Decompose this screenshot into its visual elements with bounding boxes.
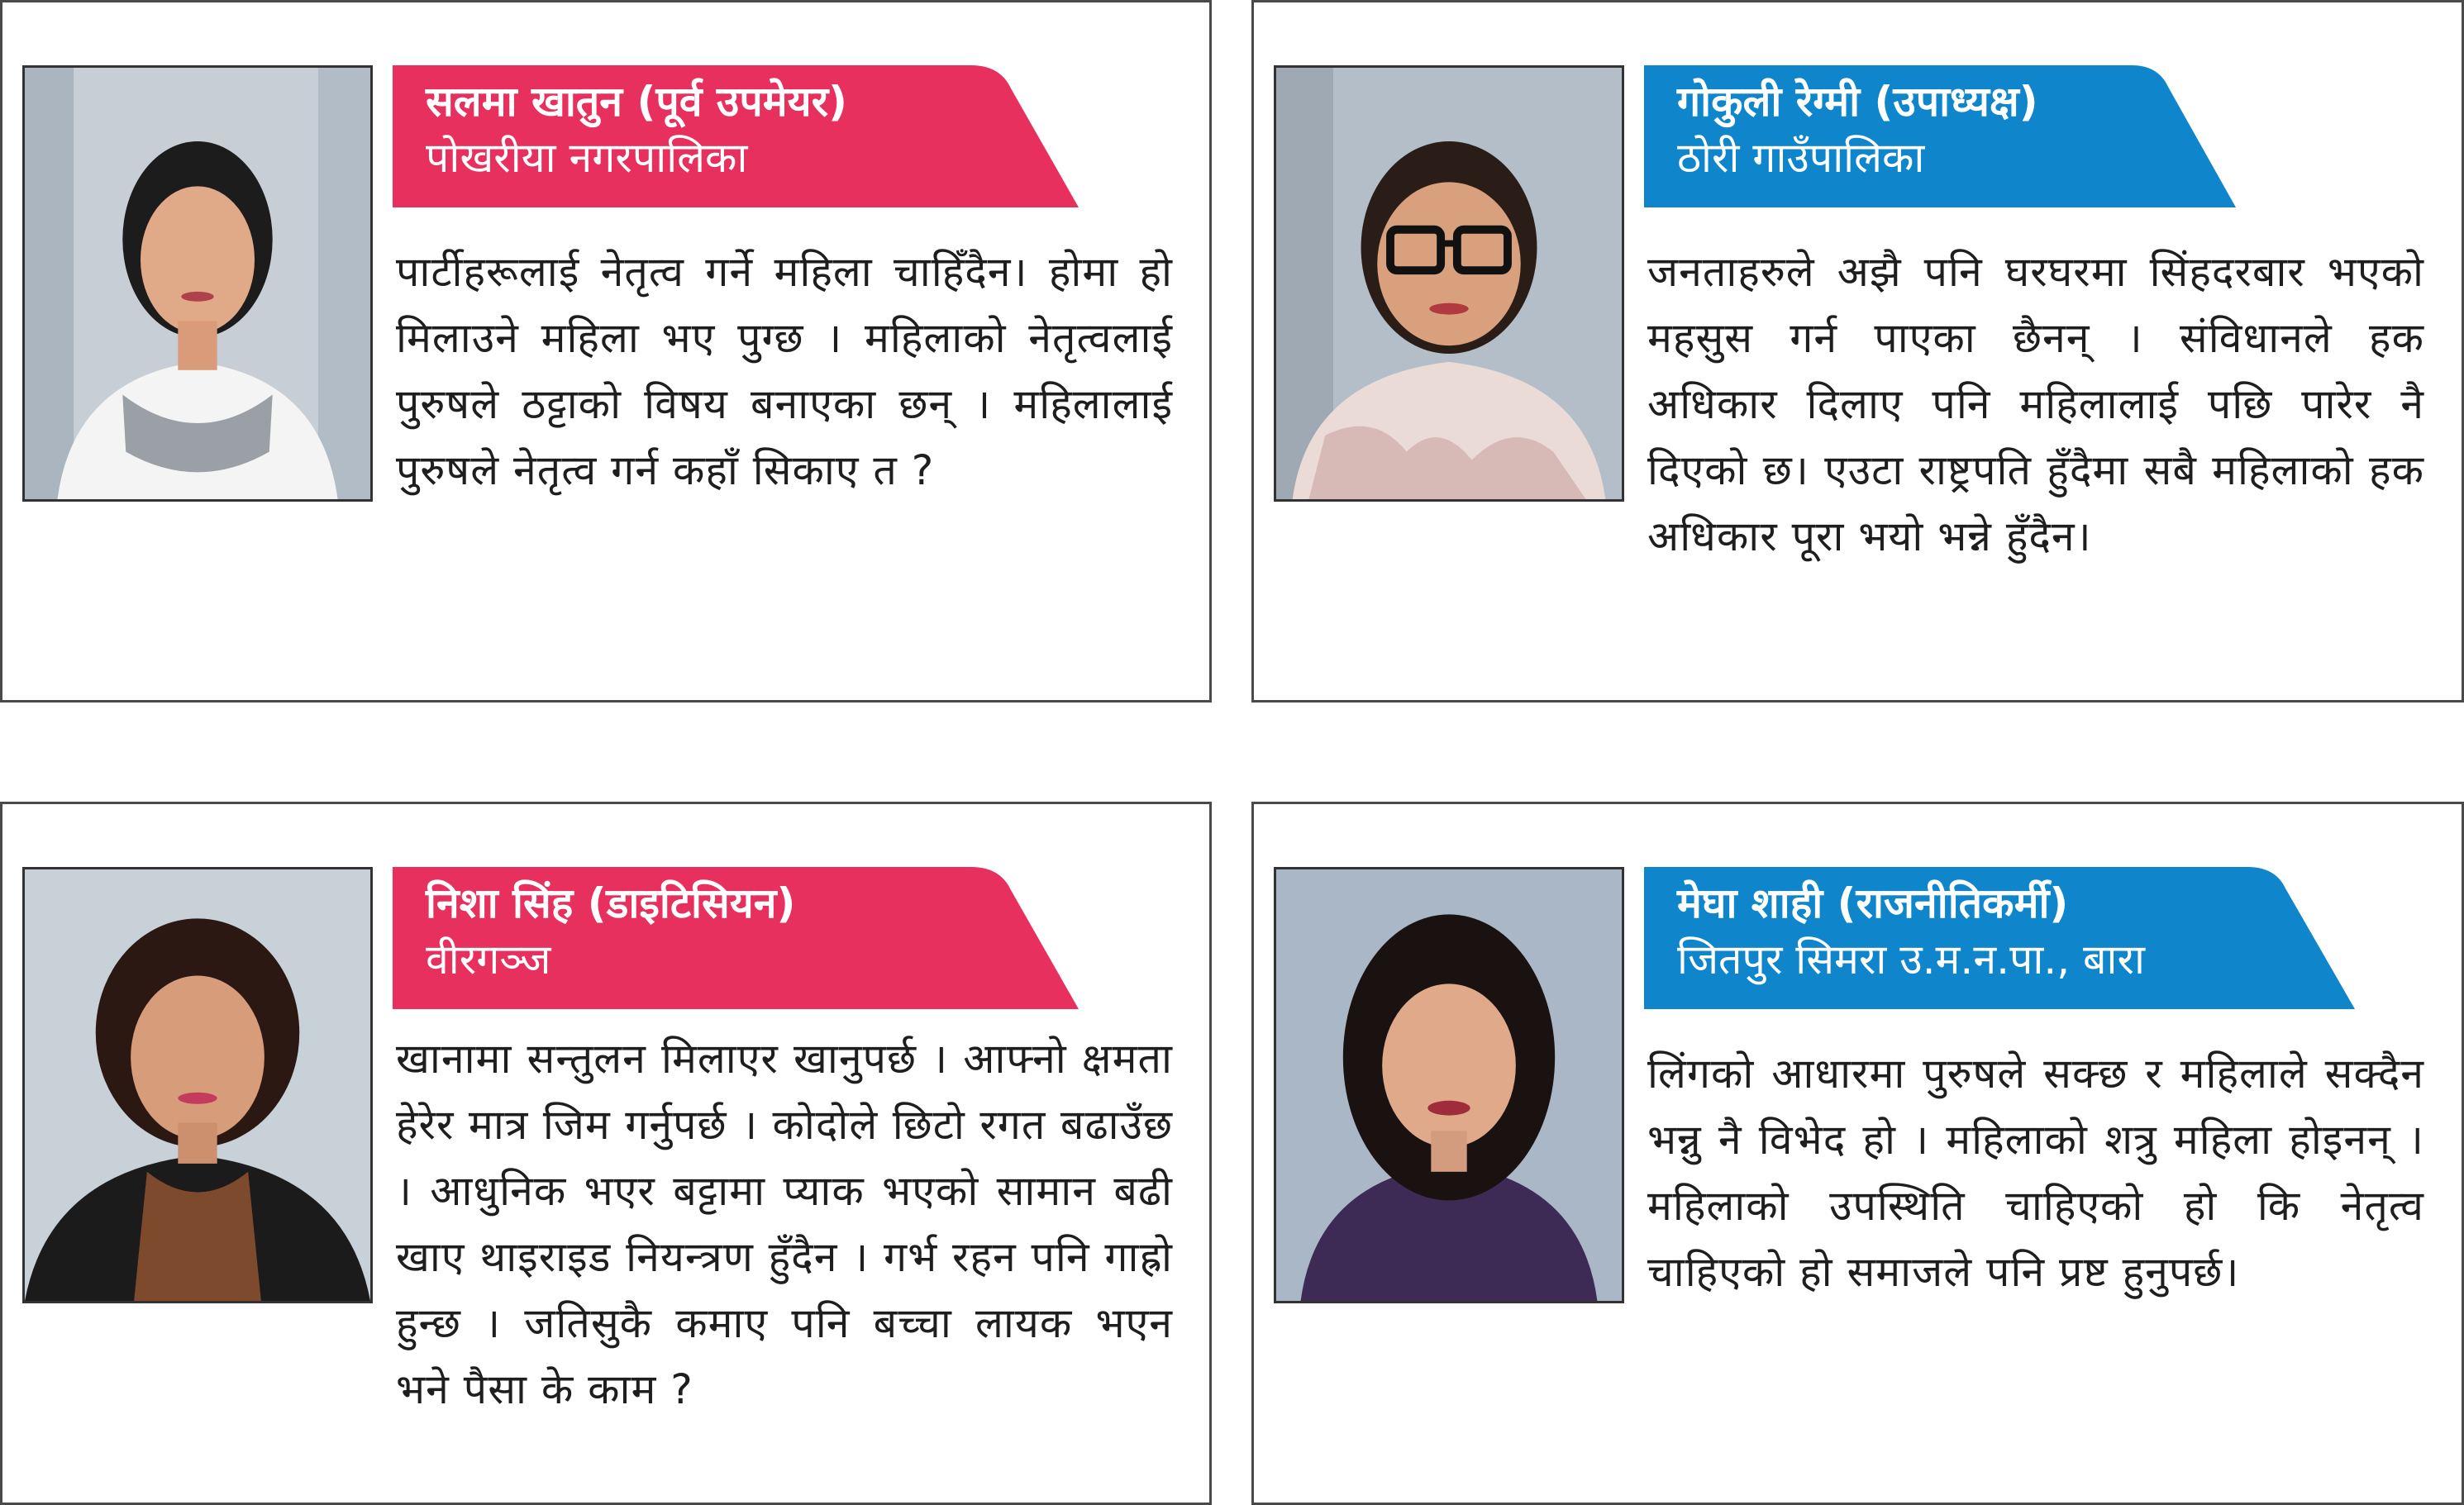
profile-card-gokuli xyxy=(1251,0,2464,702)
person-name: सलमा खातुन (पूर्व उपमेयर) xyxy=(426,78,847,126)
person-affiliation: ठोरी गाउँपालिका xyxy=(1677,134,1925,182)
profile-card-nisha xyxy=(0,802,1212,1505)
name-banner xyxy=(1644,65,2236,207)
portrait-photo xyxy=(22,867,373,1303)
quote-text: खानामा सन्तुलन मिलाएर खानुपर्छ । आफ्नो क्षमता हेरेर मात्र जिम गर्नुपर्छ । कोदोले छिटो रगत बढाउँछ । आधुनिक भएर बट्टामा प्याक भएको सामान बढी खाए थाइराइड नियन्त्रण हुँदैन । गर्भ रहन पनि गाह्रो हुन्छ । जतिसुकै कमाए पनि बच्चा लायक भएन भने पैसा के काम ? xyxy=(396,1035,1173,1413)
portrait-photo xyxy=(1274,867,1624,1303)
name-banner xyxy=(1644,867,2355,1009)
quote-text: जनताहरुले अझै पनि घरघरमा सिंहदरबार भएको महसुस गर्न पाएका छैनन् । संविधानले हक अधिकार दिलाए पनि महिलालाई पछि पारेर नै दिएको छ। एउटा राष्ट्रपति हुँदैमा सबै महिलाको हक अधिकार पूरा भयो भन्ने हुँदैन। xyxy=(1647,248,2424,560)
name-banner xyxy=(393,65,1079,207)
portrait-photo xyxy=(1274,65,1624,502)
person-name: निशा सिंह (डाइटिसियन) xyxy=(426,879,796,927)
portrait-photo xyxy=(22,65,373,502)
person-name: मेघा शाही (राजनीतिकर्मी) xyxy=(1677,879,2069,927)
profile-card-megha xyxy=(1251,802,2464,1505)
person-affiliation: पोखरीया नगरपालिका xyxy=(426,134,748,182)
name-banner xyxy=(393,867,1079,1009)
person-affiliation: जितपुर सिमरा उ.म.न.पा., बारा xyxy=(1677,936,2145,983)
profile-card-salma xyxy=(0,0,1212,702)
person-affiliation: वीरगञ्ज xyxy=(426,936,551,983)
quote-text: लिंगको आधारमा पुरुषले सक्छ र महिलाले सक्दैन भन्नु नै विभेद हो । महिलाको शत्रु महिला होइनन् । महिलाको उपस्थिति चाहिएको हो कि नेतृत्व चाहिएको हो समाजले पनि प्रष्ट हुनुपर्छ। xyxy=(1647,1050,2424,1296)
quote-text: पार्टीहरूलाई नेतृत्व गर्ने महिला चाहिँदैन। होमा हो मिलाउने महिला भए पुग्छ । महिलाको नेतृत्वलाई पुरुषले ठट्टाको विषय बनाएका छन् । महिलालाई पुरुषले नेतृत्व गर्न कहाँ सिकाए त ? xyxy=(396,248,1173,494)
person-name: गोकुली रेग्मी (उपाध्यक्ष) xyxy=(1677,78,2038,126)
